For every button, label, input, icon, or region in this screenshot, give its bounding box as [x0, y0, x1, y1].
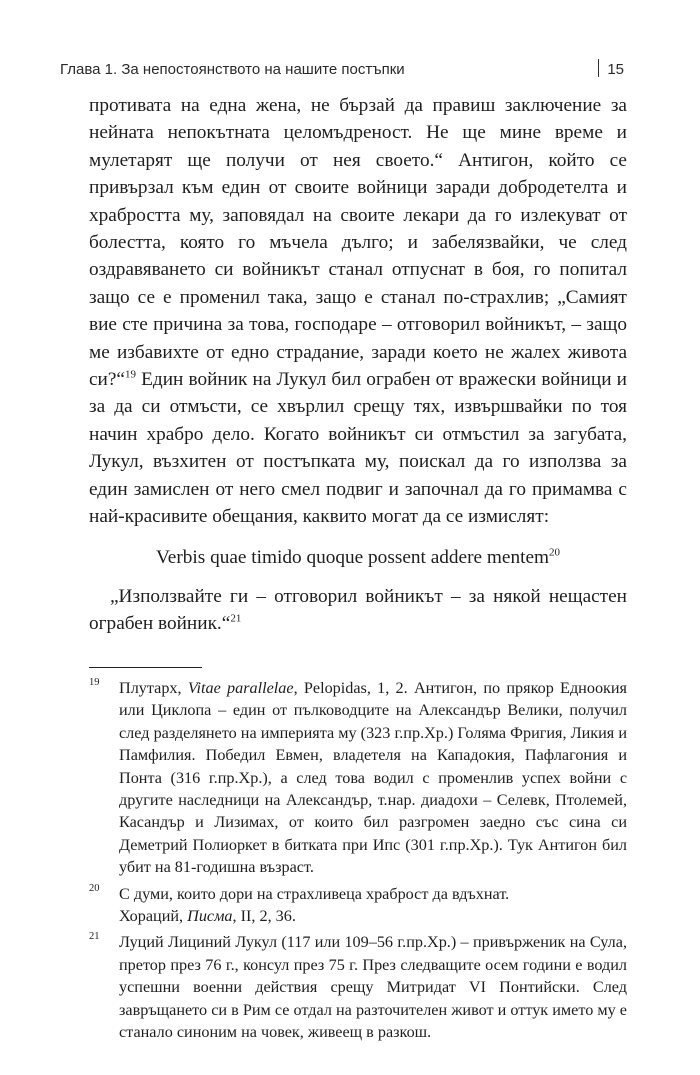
footnote-number: 20 [89, 882, 100, 894]
paragraph-1 [89, 92, 627, 531]
footnote-19-work: Vitae parallelae [187, 679, 294, 697]
footnote-21 [89, 931, 627, 1043]
footnotes [89, 677, 627, 1048]
page-number-block [598, 56, 624, 78]
footnote-text [119, 883, 627, 928]
verse-text: Verbis quae timido quoque possent addere mentem [155, 546, 550, 568]
footnote-text: Луций Лициний Лукул (117 или 109–56 г.пр.Хр.) – привърженик на Сула, претор през 76 г., консул през 75 г. През следващите осем години е водил успешни военни действия срещу Митридат VI Понтийски. След завръщането си в Рим се отдал на разточителен живот и оттук името му е станало синоним на човек, живеещ в разкош. [119, 933, 627, 1042]
footnote-ref-20: 20 [549, 546, 561, 559]
paragraph-2 [89, 583, 627, 638]
running-title: Глава 1. За непостоянството на нашите постъпки [60, 61, 405, 78]
latin-verse [89, 544, 627, 571]
main-text [89, 92, 627, 638]
footnote-20-translation: С думи, които дори на страхливеца храброст да вдъхнат. [119, 884, 510, 903]
header-divider [598, 59, 599, 77]
footnote-number: 19 [89, 677, 100, 688]
footnote-separator [89, 667, 202, 668]
footnote-20-author: Хораций, [119, 907, 188, 926]
footnote-number: 21 [89, 931, 100, 943]
footnote-19-author: Плутарх, [119, 679, 188, 697]
paragraph-2-text: „Използвайте ги – отговорил войникът – за някой нещастен ограбен войник.“ [89, 585, 627, 635]
footnote-20-work: Писма [187, 907, 233, 926]
footnote-ref-19: 19 [125, 368, 136, 381]
footnote-20 [89, 883, 627, 928]
paragraph-1-part-b: Един войник на Лукул бил ограбен от вражески войници и за да си отмъсти, се хвърлил срещу тях, извършвайки по тоя начин храбро дело. Когато войникът си отмъстил за загубата, Лукул, възхитен от постъпката му, поискал да го използва за един замислен от него смел подвиг и започнал да го примамва с най-красивите обещания, каквито могат да се измислят: [89, 369, 627, 528]
paragraph-1-part-a: противата на една жена, не бързай да правиш заключение за нейната непокътната целомъдреност. Не ще мине време и мулетарят ще получи от нея своето.“ Антигон, който се привързал към един от своите войници заради добродетелта и храбростта му, заповядал на своите лекари да го излекуват от болестта, която го мъчела дълго; и забелязвайки, че след оздравяването си войникът станал отпуснат в боя, го попитал защо се е променил така, защо е станал по-страхлив; „Самият вие сте причина за това, господаре – отговорил войникът, – защо ме избавихте от едно страдание, заради което не жалех живота си?“ [89, 95, 627, 391]
footnote-text [119, 677, 627, 879]
footnote-19-body: , Pelopidas, 1, 2. Антигон, по прякор Едноокия или Циклопа – един от пълководците на Александър Велики, получил след разделянето на империята му (323 г.пр.Хр.) Голяма Фригия, Ликия и Памфилия. Победил Евмен, владетеля на Кападокия, Пафлагония и Понта (316 г.пр.Хр.), а след това водил с променлив успех войни с другите наследници на Александър, т.нар. диадохи – Селевк, Птолемей, Касандър и Лизимах, от които бил разгромен заедно със сина си Деметрий Полиоркет в битката при Ипс (301 г.пр.Хр.). Тук Антигон бил убит на 81-годишна възраст. [119, 679, 628, 877]
running-header [60, 56, 624, 78]
footnote-19 [89, 677, 627, 879]
footnote-20-ref: , II, 2, 36. [232, 907, 296, 926]
footnote-ref-21: 21 [230, 612, 242, 625]
page-number: 15 [607, 61, 624, 78]
